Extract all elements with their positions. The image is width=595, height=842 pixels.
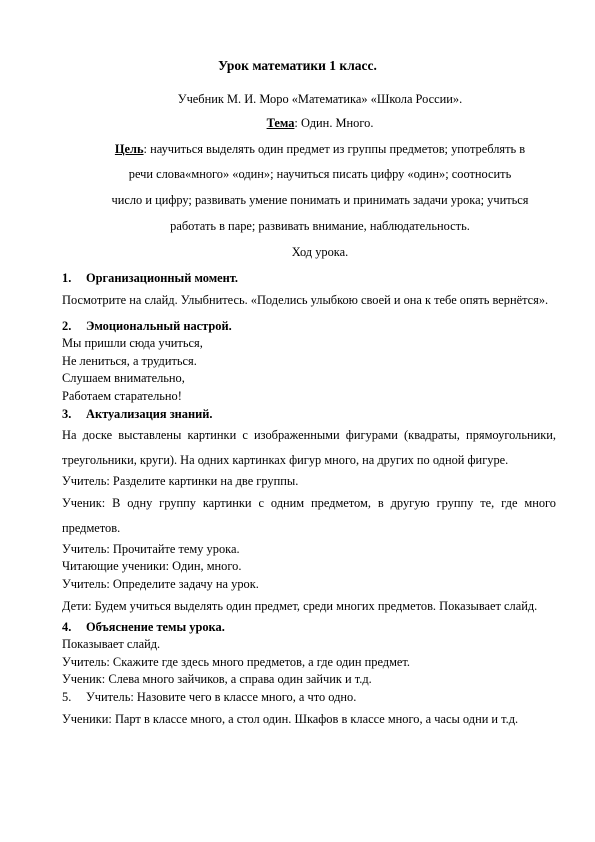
goal-line-2: речи слова«много» «один»; научиться писать цифру «один»; соотносить: [128, 167, 512, 181]
section-heading: 4. Объяснение темы урока.: [62, 619, 225, 634]
paragraph: Ученики: Парт в классе много, а стол один. Шкафов в классе много, а часы одни и т.д.: [62, 711, 519, 726]
section-heading: 2. Эмоциональный настрой.: [62, 318, 232, 333]
topic-label: Тема: [266, 116, 295, 130]
poem-line: Мы пришли сюда учиться,: [62, 336, 203, 351]
goal-label: Цель: [114, 142, 144, 156]
poem-line: Слушаем внимательно,: [62, 371, 185, 386]
goal-line-4: работать в паре; развивать внимание, наблюдательность.: [170, 219, 470, 233]
section-heading: 3. Актуализация знаний.: [62, 406, 213, 421]
goal-line-1: Цель: научиться выделять один предмет из группы предметов; употреблять в: [114, 142, 526, 156]
lesson-body: [62, 270, 556, 732]
topic-text: : Один. Много.: [294, 116, 374, 130]
paragraph: На доске выставлены картинки с изображенными фигурами (квадраты, прямоугольники, треугольники, круги). На одних картинках фигур много, на других по одной фигуре.: [62, 428, 556, 468]
numbered-item: 5. Учитель: Назовите чего в классе много, а что одно.: [62, 689, 357, 704]
section-heading: 1. Организационный момент.: [62, 271, 239, 285]
topic-line: [70, 116, 570, 131]
poem-line: Не лениться, а трудиться.: [62, 353, 197, 368]
course-heading: Ход урока.: [291, 245, 349, 259]
textbook-line: Учебник М. И. Моро «Математика» «Школа России».: [177, 92, 463, 106]
paragraph: Посмотрите на слайд. Улыбнитесь. «Поделись улыбкою своей и она к тебе опять вернётся».: [62, 292, 549, 307]
paragraph: Учитель: Скажите где здесь много предметов, а где один предмет.: [62, 654, 411, 669]
paragraph: Учитель: Определите задачу на урок.: [62, 576, 259, 591]
paragraph: Ученик: Слева много зайчиков, а справа один зайчик и т.д.: [62, 672, 372, 687]
paragraph: Показывает слайд.: [62, 637, 161, 652]
goal-line-3: число и цифру; развивать умение понимать и принимать задачи урока; учиться: [111, 193, 529, 207]
paragraph: Дети: Будем учиться выделять один предмет, среди многих предметов. Показывает слайд.: [62, 598, 538, 613]
poem-line: Работаем старательно!: [62, 388, 182, 403]
paragraph: Учитель: Прочитайте тему урока.: [62, 541, 240, 556]
paragraph: Читающие ученики: Один, много.: [62, 559, 242, 574]
document-title: Урок математики 1 класс.: [218, 58, 377, 73]
paragraph: Учитель: Разделите картинки на две группы.: [62, 474, 299, 489]
paragraph: Ученик: В одну группу картинки с одним предметом, в другую группу те, где много предметов.: [62, 495, 556, 535]
